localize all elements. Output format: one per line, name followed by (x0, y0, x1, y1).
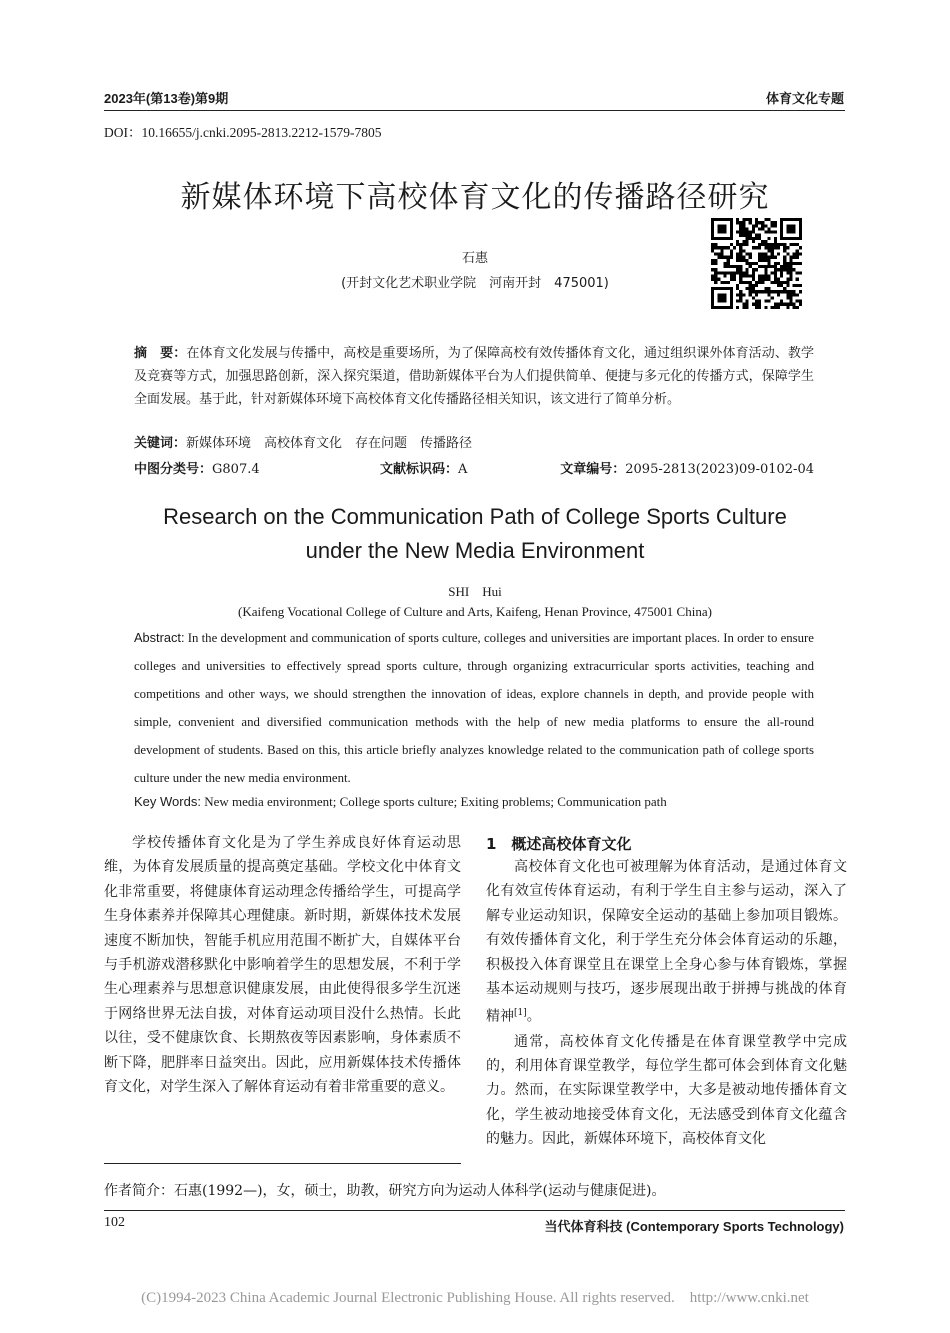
clc-label: 中图分类号： (134, 462, 213, 477)
affiliation: (开封文化艺术职业学院 河南开封 475001) (341, 276, 609, 291)
article-group (560, 458, 814, 477)
section-1-heading: 1 概述高校体育文化 (486, 835, 632, 853)
author: 石惠 (461, 251, 488, 266)
doi[interactable]: DOI：10.16655/j.cnki.2095-2813.2212-1579-7805 (104, 125, 382, 140)
english-author: SHI Hui (448, 584, 502, 599)
copyright-notice: (C)1994-2023 China Academic Journal Electronic Publishing House. All rights reserved. http://www.cnki.net (141, 1290, 809, 1306)
abstract-zh-label: 摘 要： (134, 346, 187, 361)
issue-label: 2023年(第13卷)第9期 (104, 91, 229, 106)
english-title-line-1: Research on the Communication Path of College Sports Culture (163, 504, 787, 529)
body-right-paragraph-1 (486, 855, 847, 1030)
english-title (0, 500, 950, 568)
paper-title: 新媒体环境下高校体育文化的传播路径研究 (180, 180, 770, 215)
doc-code-label: 文献标识码： (380, 462, 459, 477)
body-left-column (104, 831, 461, 1099)
column-label: 体育文化专题 (765, 91, 844, 106)
journal-name: 当代体育科技 (Contemporary Sports Technology) (544, 1219, 844, 1234)
footnote-rule (104, 1163, 461, 1164)
abstract-zh (134, 342, 814, 411)
header-rule (104, 110, 845, 111)
abstract-en-label: Abstract: (134, 630, 185, 645)
article-number-label: 文章编号： (560, 462, 626, 477)
keywords-en-text: New media environment; College sports culture; Exiting problems; Communication path (204, 794, 667, 809)
citation-1[interactable]: [1] (514, 1008, 527, 1019)
article-number-value: 2095-2813(2023)09-0102-04 (625, 462, 814, 477)
clc-group (134, 458, 260, 477)
body-left-paragraph: 学校传播体育文化是为了学生养成良好体育运动思维，为体育发展质量的提高奠定基础。学校文化中体育文化非常重要，将健康体育运动理念传播给学生，可提高学生身体素养并保障其心理健康。新时期，新媒体技术发展速度不断加快，智能手机应用范围不断扩大，自媒体平台与手机游戏潜移默化中影响着学生的思想发展，不利于学生心理素养与思想意识健康发展，由此使得很多学生沉迷于网络世界无法自拔，对体育运动项目没什么热情。长此以往，受不健康饮食、长期熬夜等因素影响，身体素质不断下降，肥胖率日益突出。因此，应用新媒体技术传播体育文化，对学生深入了解体育运动有着非常重要的意义。 (104, 835, 461, 1096)
body-right-column (486, 855, 847, 1152)
doc-group (380, 458, 467, 477)
abstract-zh-text: 在体育文化发展与传播中，高校是重要场所，为了保障高校有效传播体育文化，通过组织课外体育活动、教学及竞赛等方式，加强思路创新，深入探究渠道，借助新媒体平台为人们提供简单、便捷与多元化的传播方式，保障学生全面发展。基于此，针对新媒体环境下高校体育文化传播路径相关知识，该文进行了简单分析。 (134, 346, 814, 407)
body-right-paragraph-2: 通常，高校体育文化传播是在体育课堂教学中完成的，利用体育课堂教学，每位学生都可体会到体育文化魅力。然而，在实际课堂教学中，大多是被动地传播体育文化，学生被动地接受体育文化，无法感受到体育文化蕴含的魅力。因此，新媒体环境下，高校体育文化 (486, 1033, 847, 1148)
keywords-zh-text: 新媒体环境 高校体育文化 存在问题 传播路径 (186, 436, 473, 451)
paragraph-1-text: 高校体育文化也可被理解为体育活动，是通过体育文化有效宣传体育运动，有利于学生自主参与运动，深入了解专业运动知识，保障安全运动的基础上参加项目锻炼。有效传播体育文化，利于学生充分体会体育运动的乐趣，积极投入体育课堂且在课堂上全身心参与体育锻炼，掌握基本运动规则与技巧，逐步展现出敢于拼搏与挑战的体育精神 (486, 859, 847, 1026)
keywords-zh (134, 432, 472, 451)
abstract-en (134, 624, 814, 792)
doc-code-value: A (458, 462, 468, 477)
keywords-zh-label: 关键词： (134, 436, 187, 451)
author-note: 作者简介：石惠(1992—)，女，硕士，助教，研究方向为运动人体科学(运动与健康促进)。 (104, 1183, 666, 1199)
keywords-en (134, 794, 667, 810)
english-affiliation: (Kaifeng Vocational College of Culture and Arts, Kaifeng, Henan Province, 475001 China) (238, 604, 712, 619)
paragraph-1-end: 。 (526, 1009, 541, 1026)
footer-rule (104, 1210, 845, 1211)
abstract-en-text: In the development and communication of sports culture, colleges and universities are important places. In order to ensure colleges and universities to effectively spread sports culture, through organizing extracurricular sports activities, teaching and competitions and other ways, we should strengthen the innovation of ideas, explore channels in depth, and provide people with simple, convenient and diversified communication methods with the help of new media platforms to ensure the all-round development of students. Based on this, this article briefly analyzes knowledge related to the communication path of college sports culture under the new media environment. (134, 631, 814, 785)
clc-value: G807.4 (212, 462, 260, 477)
keywords-en-label: Key Words: (134, 794, 201, 809)
page-number: 102 (104, 1215, 125, 1230)
english-title-line-2: under the New Media Environment (305, 538, 645, 563)
